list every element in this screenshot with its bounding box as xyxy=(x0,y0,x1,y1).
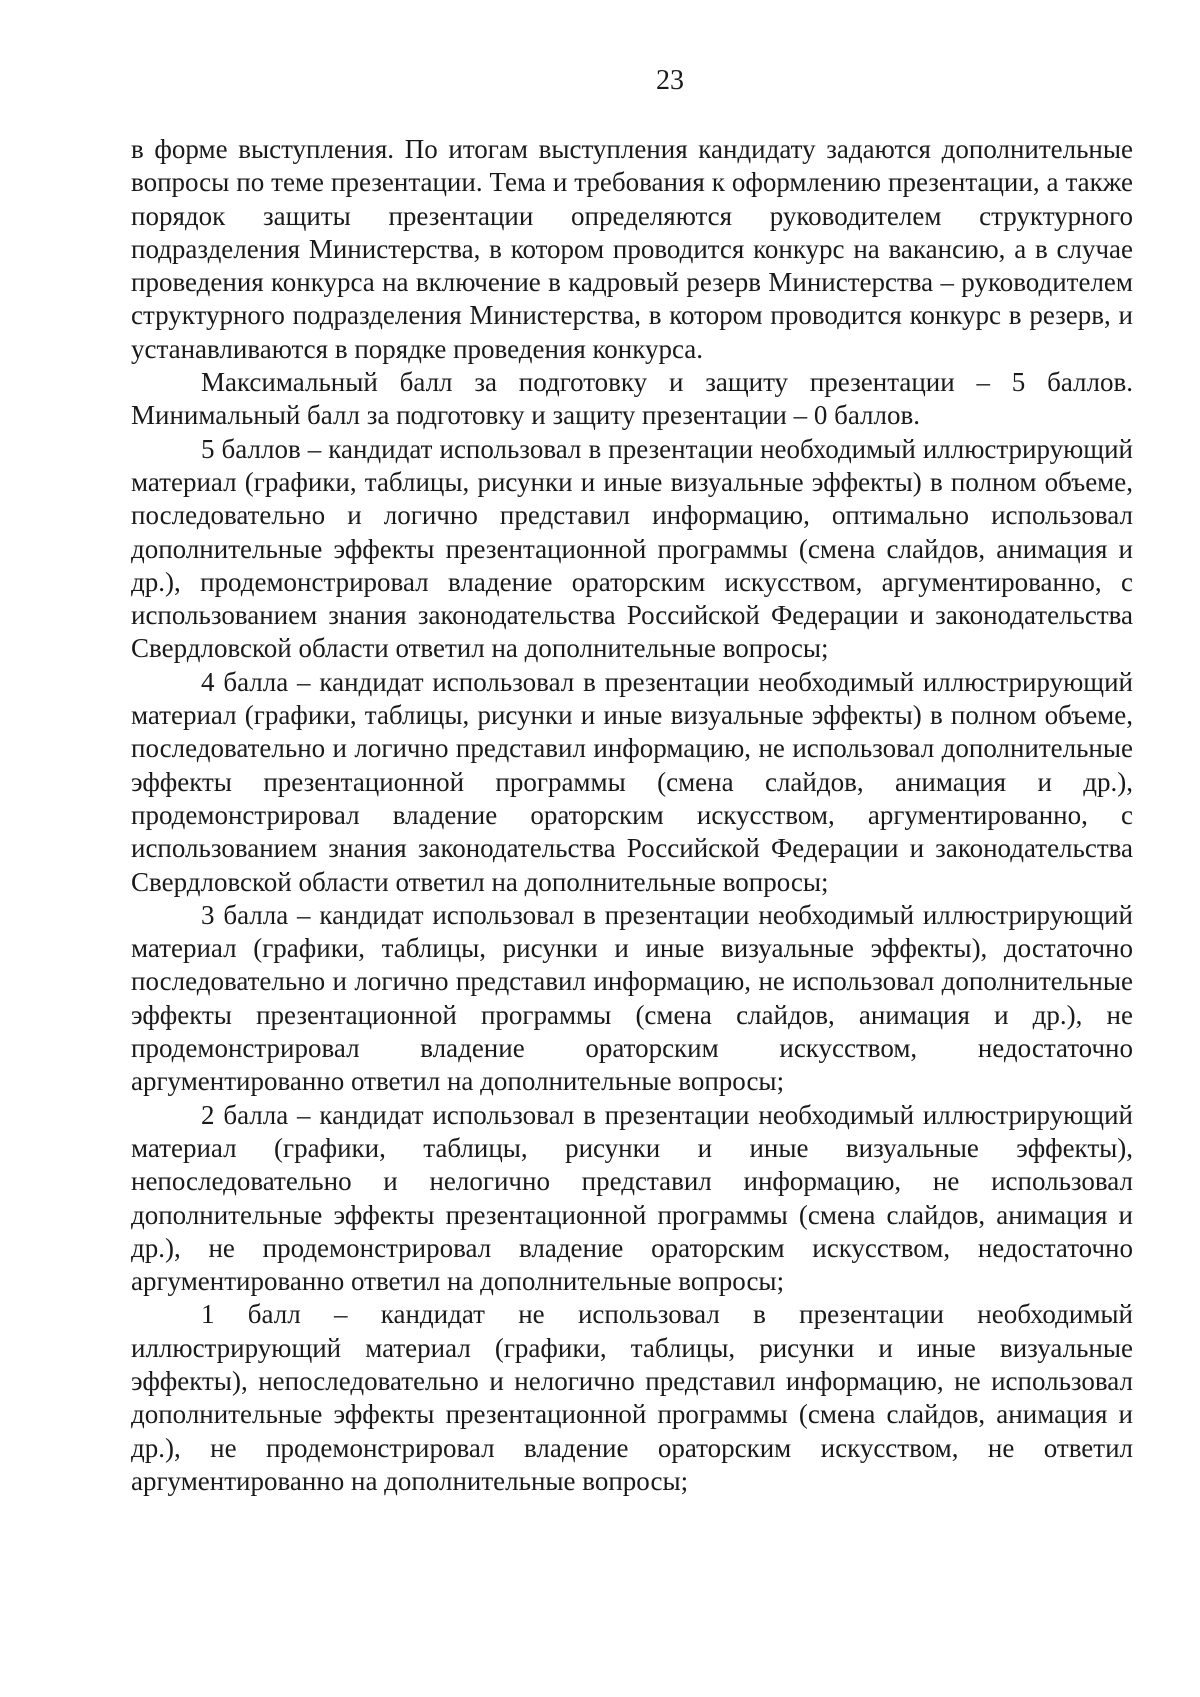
paragraph-score-5: 5 баллов – кандидат использовал в презентации необходимый иллюстрирующий материал (графики, таблицы, рисунки и иные визуальные эффекты) в полном объеме, последовательно и логично представил информацию, оптимально использовал дополнительные эффекты презентационной программы (смена слайдов, анимация и др.), продемонстрировал владение ораторским искусством, аргументированно, с использованием знания законодательства Российской Федерации и законодательства Свердловской области ответил на дополнительные вопросы; xyxy=(131,433,1133,664)
paragraph-presentation-continuation: в форме выступления. По итогам выступления кандидату задаются дополнительные вопросы по теме презентации. Тема и требования к оформлению презентации, а также порядок защиты презентации определяются руководителем структурного подразделения Министерства, в котором проводится конкурс на вакансию, а в случае проведения конкурса на включение в кадровый резерв Министерства – руководителем структурного подразделения Министерства, в котором проводится конкурс в резерв, и устанавливаются в порядке проведения конкурса. xyxy=(131,134,1133,364)
paragraph-score-2: 2 балла – кандидат использовал в презентации необходимый иллюстрирующий материал (графики, таблицы, рисунки и иные визуальные эффекты), непоследовательно и нелогично представил информацию, не использовал дополнительные эффекты презентационной программы (смена слайдов, анимация и др.), не продемонстрировал владение ораторским искусством, недостаточно аргументированно ответил на дополнительные вопросы; xyxy=(131,1099,1133,1297)
document-body xyxy=(131,133,1133,1498)
page-number: 23 xyxy=(656,65,684,96)
paragraph-score-1: 1 балл – кандидат не использовал в презентации необходимый иллюстрирующий материал (графики, таблицы, рисунки и иные визуальные эффекты), непоследовательно и нелогично представил информацию, не использовал дополнительные эффекты презентационной программы (смена слайдов, анимация и др.), не продемонстрировал владение ораторским искусством, не ответил аргументированно на дополнительные вопросы; xyxy=(131,1299,1133,1496)
paragraph-score-range: Максимальный балл за подготовку и защиту презентации – 5 баллов. Минимальный балл за подготовку и защиту презентации – 0 баллов. xyxy=(131,367,1133,431)
paragraph-score-4: 4 балла – кандидат использовал в презентации необходимый иллюстрирующий материал (графики, таблицы, рисунки и иные визуальные эффекты) в полном объеме, последовательно и логично представил информацию, не использовал дополнительные эффекты презентационной программы (смена слайдов, анимация и др.), продемонстрировал владение ораторским искусством, аргументированно, с использованием знания законодательства Российской Федерации и законодательства Свердловской области ответил на дополнительные вопросы; xyxy=(131,666,1133,897)
paragraph-score-3: 3 балла – кандидат использовал в презентации необходимый иллюстрирующий материал (графики, таблицы, рисунки и иные визуальные эффекты), достаточно последовательно и логично представил информацию, не использовал дополнительные эффекты презентационной программы (смена слайдов, анимация и др.), не продемонстрировал владение ораторским искусством, недостаточно аргументированно ответил на дополнительные вопросы; xyxy=(131,899,1133,1097)
